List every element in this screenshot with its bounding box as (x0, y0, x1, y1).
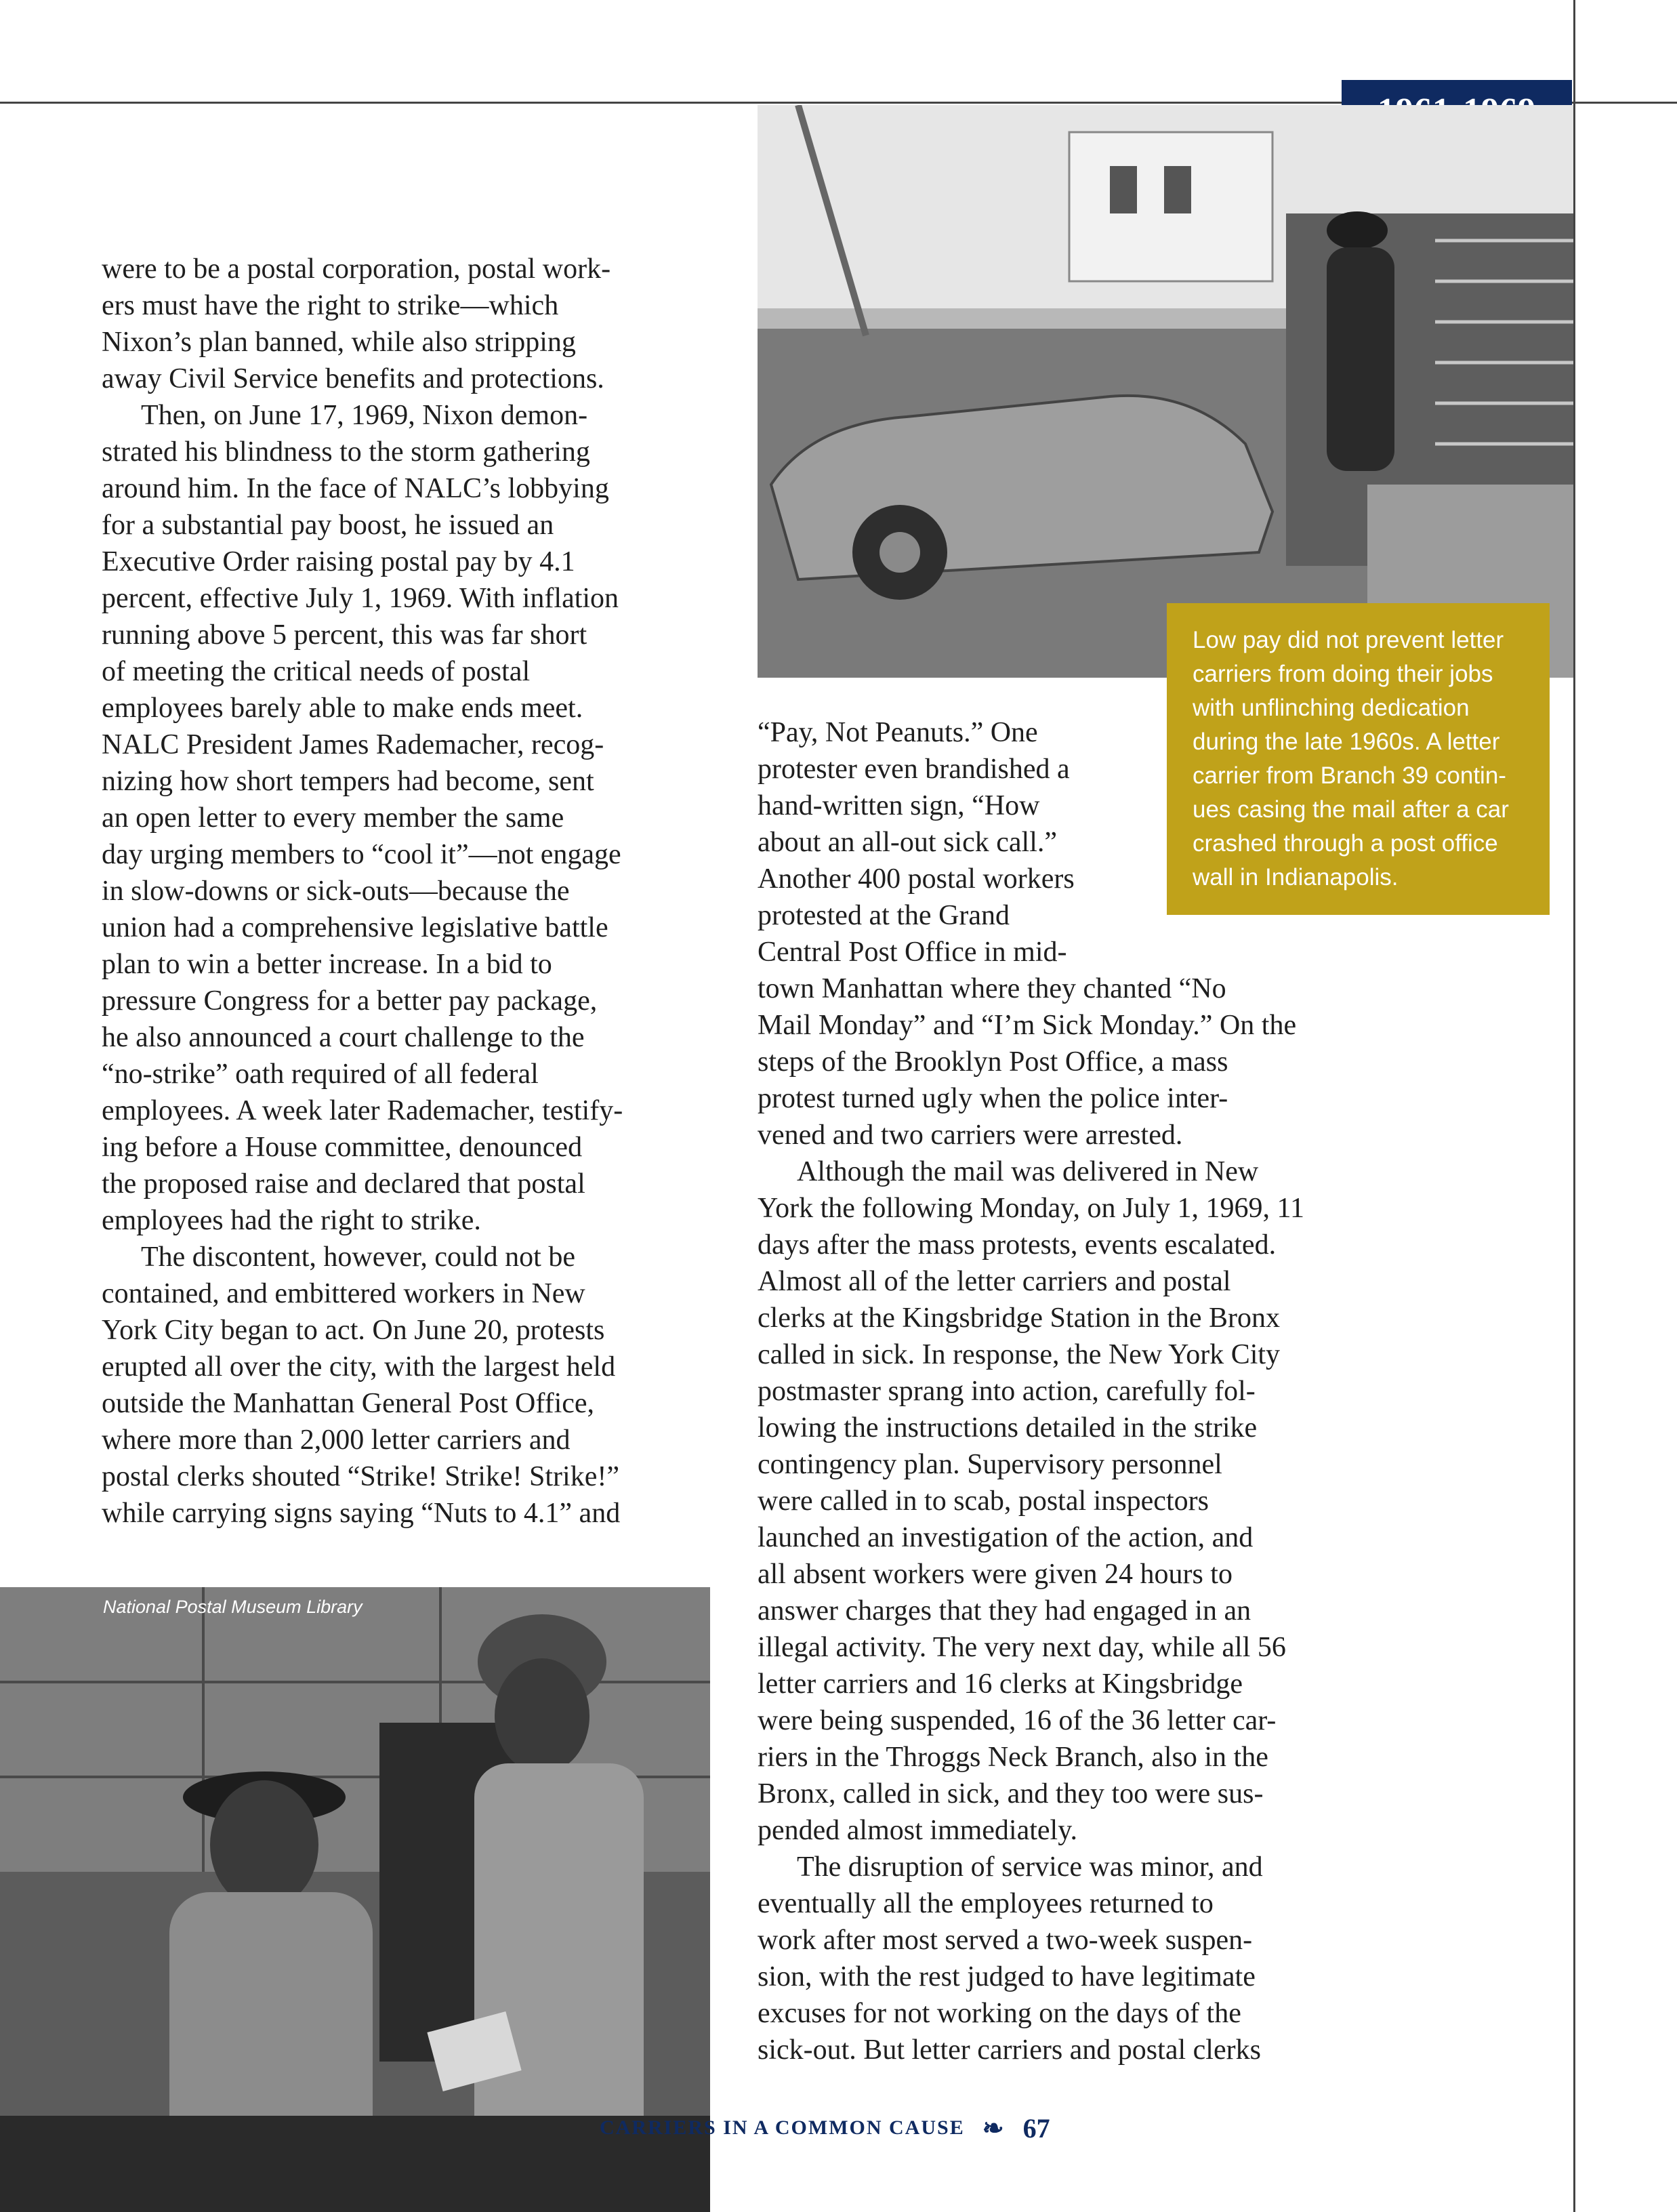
text-line: The disruption of service was minor, and (797, 1851, 1263, 1883)
text-line: town Manhattan where they chanted “No (758, 973, 1226, 1004)
page-footer (600, 2111, 1088, 2145)
text-line: erupted all over the city, with the largest held (102, 1351, 616, 1382)
text-line: Bronx, called in sick, and they too were sus- (758, 1778, 1264, 1809)
caption-line: crashed through a post office (1193, 830, 1498, 857)
caption-line: carrier from Branch 39 contin- (1193, 762, 1506, 789)
text-line: he also announced a court challenge to the (102, 1022, 585, 1053)
photo-crashed-car-post-office (758, 105, 1573, 678)
text-line: days after the mass protests, events escalated. (758, 1229, 1277, 1261)
text-line: plan to win a better increase. In a bid to (102, 949, 552, 980)
text-line: all absent workers were given 24 hours to (758, 1559, 1233, 1590)
text-line: “Pay, Not Peanuts.” One (758, 717, 1038, 748)
text-line: the proposed raise and declared that postal (102, 1168, 585, 1200)
text-line: pressure Congress for a better pay package, (102, 985, 598, 1017)
text-line: employees had the right to strike. (102, 1205, 481, 1236)
text-line: vened and two carriers were arrested. (758, 1120, 1183, 1151)
text-line: were called in to scab, postal inspectors (758, 1486, 1209, 1517)
book-title: CARRIERS IN A COMMON CAUSE (600, 2116, 965, 2139)
text-line: about an all-out sick call.” (758, 827, 1058, 858)
text-line: ing before a House committee, denounced (102, 1132, 583, 1163)
text-line: outside the Manhattan General Post Office, (102, 1388, 595, 1419)
text-line: while carrying signs saying “Nuts to 4.1” and (102, 1498, 621, 1529)
text-line: York City began to act. On June 20, protests (102, 1315, 605, 1346)
text-line: ers must have the right to strike—which (102, 290, 559, 321)
caption-line: carriers from doing their jobs (1193, 661, 1493, 687)
body-text-left-column (102, 251, 711, 1532)
text-line: letter carriers and 16 clerks at Kingsbridge (758, 1668, 1243, 1700)
text-line: were to be a postal corporation, postal work- (102, 253, 611, 285)
text-line: Although the mail was delivered in New (797, 1156, 1259, 1187)
photo-top-illustration (758, 105, 1573, 678)
text-line: of meeting the critical needs of postal (102, 656, 531, 687)
caption-line: wall in Indianapolis. (1193, 864, 1399, 890)
text-line: riers in the Throggs Neck Branch, also in the (758, 1742, 1268, 1773)
text-line: day urging members to “cool it”—not engage (102, 839, 621, 870)
text-line: union had a comprehensive legislative battle (102, 912, 608, 943)
text-line: NALC President James Rademacher, recog- (102, 729, 604, 760)
text-line: contingency plan. Supervisory personnel (758, 1449, 1222, 1480)
text-line: excuses for not working on the days of the (758, 1998, 1241, 2029)
top-rule (0, 102, 1577, 104)
text-line: around him. In the face of NALC’s lobbying (102, 473, 609, 504)
text-line: an open letter to every member the same (102, 802, 564, 834)
text-line: work after most served a two-week suspen- (758, 1925, 1253, 1956)
fleuron-icon: ❧ (982, 2114, 1006, 2143)
text-line: employees barely able to make ends meet. (102, 693, 583, 724)
caption-line: Low pay did not prevent letter (1193, 627, 1504, 653)
caption-line: ues casing the mail after a car (1193, 796, 1509, 823)
text-line: lowing the instructions detailed in the strike (758, 1412, 1258, 1443)
text-line: eventually all the employees returned to (758, 1888, 1214, 1919)
text-line: employees. A week later Rademacher, testify- (102, 1095, 623, 1126)
caption-line: during the late 1960s. A letter (1193, 729, 1500, 755)
text-line: protester even brandished a (758, 754, 1070, 785)
text-line: Nixon’s plan banned, while also stripping (102, 327, 576, 358)
text-line: in slow-downs or sick-outs—because the (102, 876, 570, 907)
top-rule-stub (1575, 102, 1677, 104)
body-text-right-column (758, 714, 1367, 2068)
text-line: Then, on June 17, 1969, Nixon demon- (141, 400, 588, 431)
text-line: clerks at the Kingsbridge Station in the Bronx (758, 1303, 1281, 1334)
text-line: Almost all of the letter carriers and postal (758, 1266, 1231, 1297)
text-line: sion, with the rest judged to have legitimate (758, 1961, 1256, 1992)
text-line: Central Post Office in mid- (758, 937, 1067, 968)
text-line: where more than 2,000 letter carriers and (102, 1425, 571, 1456)
text-line: launched an investigation of the action, and (758, 1522, 1254, 1553)
text-line: Executive Order raising postal pay by 4.1 (102, 546, 575, 577)
text-line: pended almost immediately. (758, 1815, 1077, 1846)
text-line: York the following Monday, on July 1, 1969, 11 (758, 1193, 1304, 1224)
text-line: called in sick. In response, the New York City (758, 1339, 1281, 1370)
text-line: running above 5 percent, this was far short (102, 619, 587, 651)
text-line: away Civil Service benefits and protections. (102, 363, 604, 394)
text-line: illegal activity. The very next day, while all 56 (758, 1632, 1286, 1663)
text-line: percent, effective July 1, 1969. With inflation (102, 583, 619, 614)
text-line: sick-out. But letter carriers and postal clerks (758, 2034, 1261, 2066)
text-line: nizing how short tempers had become, sent (102, 766, 594, 797)
photo-credit: National Postal Museum Library (103, 1597, 363, 1617)
text-line: contained, and embittered workers in New (102, 1278, 585, 1309)
text-line: steps of the Brooklyn Post Office, a mass (758, 1046, 1228, 1078)
text-line: protested at the Grand (758, 900, 1010, 931)
page-number: 67 (1022, 2112, 1050, 2144)
caption-line: with unflinching dedication (1193, 695, 1470, 721)
right-rule (1573, 0, 1575, 2212)
text-line: answer charges that they had engaged in an (758, 1595, 1251, 1626)
text-line: Another 400 postal workers (758, 863, 1075, 895)
text-line: for a substantial pay boost, he issued an (102, 510, 554, 541)
text-line: strated his blindness to the storm gathering (102, 436, 590, 468)
text-line: postmaster sprang into action, carefully fol- (758, 1376, 1256, 1407)
text-line: protest turned ugly when the police inter- (758, 1083, 1228, 1114)
text-line: The discontent, however, could not be (141, 1242, 575, 1273)
text-line: were being suspended, 16 of the 36 letter car- (758, 1705, 1277, 1736)
text-line: hand-written sign, “How (758, 790, 1040, 821)
text-line: Mail Monday” and “I’m Sick Monday.” On the (758, 1010, 1297, 1041)
text-line: “no-strike” oath required of all federal (102, 1059, 539, 1090)
text-line: postal clerks shouted “Strike! Strike! Strike!” (102, 1461, 619, 1492)
